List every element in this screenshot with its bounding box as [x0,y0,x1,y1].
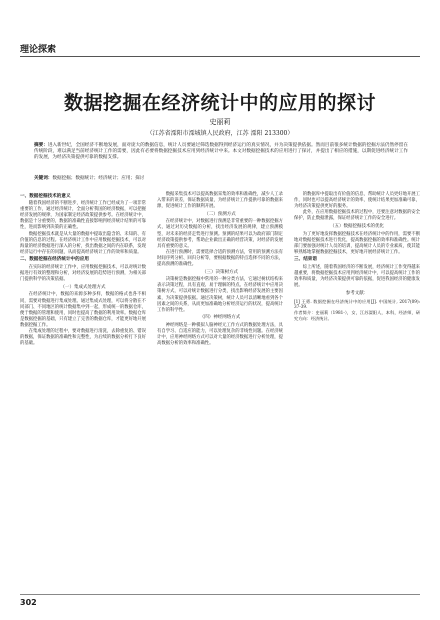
footer-rule [20,594,420,595]
column-tag: 理论探索 [20,45,57,55]
reference-item: 作者简介：史丽莉（1981-），女，江苏溧阳人，本科，经济师，研究方向：经济统计。 [294,310,420,321]
body-paragraph: 随着我国经济的不断进步，经济统计工作已经成为了一项非常重要的工作，通过经济统计，全面分析我国的经济数据，可以把握经济发展的规律，为国家制定经济政策提供参考。在经济统计中，数据是十分重要的，数据的准确性直接影响到经济统计结果的可靠性，进而影响到决策的正确性。 [20,201,146,231]
reference-item: [1] 王勇. 数据挖掘在经济统计中的应用[J]. 中国统计, 2017(09): 37-39. [294,298,420,310]
body-paragraph: 决策树是数据挖掘中常用的一种分类方法，它通过树状结构来表示决策过程，具有直观、易于理解的特点。在经济统计中应用决策树方式，可以对统计数据进行分类，找出影响经济发展的主要因素，为决策提供依据。通过决策树，统计人员可以清晰地看到各个因素之间的关系，从而更加准确地分析经济运行的状况，提高统计工作的科学性。 [157,277,283,313]
body-paragraph: 此外，在应用数据挖掘技术的过程中，还要注意对数据的安全保护，防止数据泄露，保证经济统计工作的安全进行。 [294,210,420,222]
body-column-1 [20,192,146,347]
body-paragraph: 在经济统计中，数据的来源多种多样，数据的格式也各不相同，需要对数据进行集成处理。通过集成式处理，可以将分散在不同部门、不同地区的统计数据集中到一起，形成统一的数据仓库，便于数据的管理和使用，同时也提高了数据的利用效率。数据仓库是数据挖掘的基础，只有建立了完善的数据仓库，才能更好地开展数据挖掘工作。 [20,292,146,328]
subsection-heading: （二）预测方式 [204,211,236,217]
body-paragraph: 在集成处理的过程中，要对数据进行清洗，去除重复的、错误的数据，保证数据的准确性和完整性，为后续的数据分析打下良好的基础。 [20,328,146,347]
header-rule [20,56,420,57]
body-column-2 [157,192,283,347]
body-column-3 [294,192,420,322]
body-paragraph: 在进行预测时，需要选择合适的预测方法，常用的预测方法有时间序列分析、回归分析等，要根据数据的特点选择不同的方法，提高预测的准确性。 [157,249,283,268]
body-paragraph: 神经网络是一种模拟人脑神经元工作方式的数据处理方法，具有自学习、自适应的能力，可以处理复杂的非线性问题。在经济统计中，应用神经网络方式可以对大量的经济数据进行分析处理，提高数据分析的效率和准确性。 [157,322,283,347]
subsection-heading: （三）决策树方式 [202,269,238,275]
subsection-heading: （五）数据挖掘技术的优化 [330,223,384,229]
body-paragraph: 的数据库中提取出有价值的信息，帮助统计人员更好地开展工作，同时也可以提高经济统计的效率，使统计结果更加准确可靠，为经济决策提供更好的服务。 [294,192,420,210]
keywords [34,176,408,182]
subsection-heading: （四）神经网络方式 [199,315,241,321]
subsection-heading: （一）集成式处理方式 [60,284,106,290]
article-affiliation: （江苏省溧阳市溧城镇人民政府，江苏 溧阳 213300） [146,130,294,137]
body-paragraph: 综上所述，随着我国经济的不断发展，经济统计工作变得越来越重要，将数据挖掘技术应用到经济统计中，可以提高统计工作的效率和质量，为经济决策提供可靠的依据，促进我国经济的健康发展。 [294,265,420,289]
section-heading: 一、数据挖掘技术的意义 [20,193,71,199]
body-paragraph: 在实际的经济统计工作中，应用数据挖掘技术，可以对统计数据进行有效的整理和分析，对经济发展的趋势进行预测，为相关部门提供科学的决策依据。 [20,265,146,283]
body-paragraph: 在经济统计中，对数据进行预测是非常重要的一种数据挖掘方式，通过对历史数据的分析，找出经济发展的规律，建立预测模型，对未来的经济走势进行预测。预测的结果可以为政府部门制定经济政策提供参考，帮助企业做出正确的经营决策，对经济的发展具有重要的意义。 [157,219,283,249]
body-paragraph: 为了更好地发挥数据挖掘技术在经济统计中的作用，需要不断地对数据挖掘技术进行优化，提高数据挖掘的效率和准确性。统计部门要加强对统计人员的培训，提高统计人员的专业素质，使其能够熟练地掌握数据挖掘技术，更好地开展经济统计工作。 [294,231,420,255]
article-title: 数据挖掘在经济统计中的应用的探讨 [63,92,376,114]
abstract-text: 进入新世纪，全国经济不断地发展，面对庞大的数据信息，统计人员要通过筛选数据得到经济运行的真实情况，并为决策提供依据。然而目前很多统计数据的挖掘方法仍然停留在传统阶段，难以满足当前经济统计工作的需要，因此有必要将数据挖掘技术应用到经济统计中来。本文对数据挖掘技术的应用进行了探讨，并提出了相应的措施，以期促进经济统计工作的发展，为经济决策提供可靠的数据支撑。 [34,143,408,161]
abstract [34,143,408,161]
article-author: 史丽莉 [209,118,231,126]
body-paragraph: 数据挖掘技术就是从大量的数据中提取出隐含的、未知的、有价值的信息的过程。在经济统计工作中应用数据挖掘技术，可以对海量的经济数据进行深入的分析，找出数据之间的内在联系，发现经济运行中存在的问题，从而提高经济统计工作的效率和质量。 [20,231,146,255]
subsection-heading: 参考文献： [345,290,369,296]
section-heading: 二、数据挖掘在经济统计中的应用 [20,257,89,263]
section-heading: 三、结束语 [294,257,317,263]
abstract-label: 摘要： [34,143,48,148]
page-number: 302 [20,598,37,607]
keywords-label: 关键词： [34,176,53,181]
body-paragraph: 数据采集技术可以提高数据采集的效率和准确性，减少人工录入带来的误差，保证数据质量，为经济统计工作提供可靠的数据来源，促进统计工作的顺利开展。 [157,192,283,210]
keywords-text: 数据挖掘；数据统计；经济统计；应用；探讨 [52,176,145,181]
